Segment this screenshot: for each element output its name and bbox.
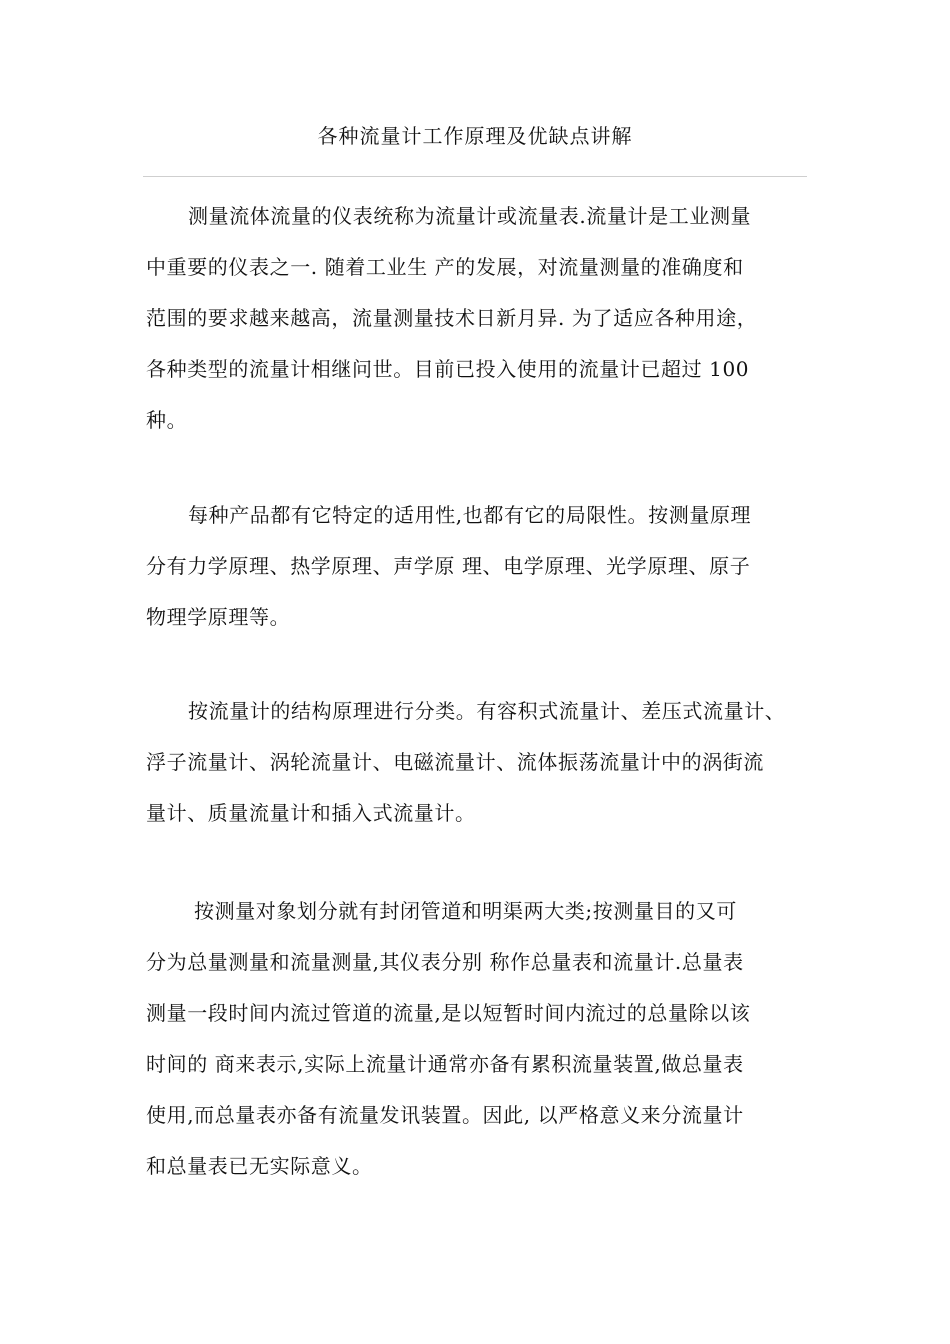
paragraph-line: 按测量对象划分就有封闭管道和明渠两大类;按测量目的又可: [194, 899, 737, 923]
title-divider: [143, 176, 807, 177]
paragraph-line: 按流量计的结构原理进行分类。有容积式流量计、差压式流量计、: [188, 699, 786, 723]
paragraph-line: 每种产品都有它特定的适用性,也都有它的局限性。按测量原理: [188, 503, 752, 527]
paragraph-line: 和总量表已无实际意义。: [146, 1154, 373, 1178]
paragraph-line: 种。: [146, 408, 188, 432]
paragraph-line: 使用,而总量表亦备有流量发讯装置。因此, 以严格意义来分流量计: [146, 1103, 744, 1127]
paragraph-line: 范围的要求越来越高，流量测量技术日新月异. 为了适应各种用途，: [146, 306, 758, 330]
document-title: 各种流量计工作原理及优缺点讲解: [317, 124, 633, 148]
paragraph-line: 分有力学原理、热学原理、声学原 理、电学原理、光学原理、原子: [146, 554, 751, 578]
paragraph-4: [146, 886, 806, 1192]
paragraph-line: 物理学原理等。: [146, 605, 291, 629]
paragraph-2: [146, 490, 806, 643]
paragraph-line: 浮子流量计、涡轮流量计、电磁流量计、流体振荡流量计中的涡街流: [146, 750, 764, 774]
paragraph-3: [146, 686, 806, 839]
paragraph-line: 时间的 商来表示,实际上流量计通常亦备有累积流量装置,做总量表: [146, 1052, 744, 1076]
paragraph-line: 量计、质量流量计和插入式流量计。: [146, 801, 476, 825]
paragraph-1: [146, 191, 806, 446]
paragraph-line: 测量流体流量的仪表统称为流量计或流量表.流量计是工业测量: [188, 204, 752, 228]
paragraph-line: 中重要的仪表之一. 随着工业生 产的发展，对流量测量的准确度和: [146, 255, 744, 279]
paragraph-line: 各种类型的流量计相继问世。目前已投入使用的流量计已超过 100: [146, 357, 750, 381]
paragraph-line: 分为总量测量和流量测量,其仪表分别 称作总量表和流量计.总量表: [146, 950, 744, 974]
paragraph-line: 测量一段时间内流过管道的流量,是以短暂时间内流过的总量除以该: [146, 1001, 751, 1025]
